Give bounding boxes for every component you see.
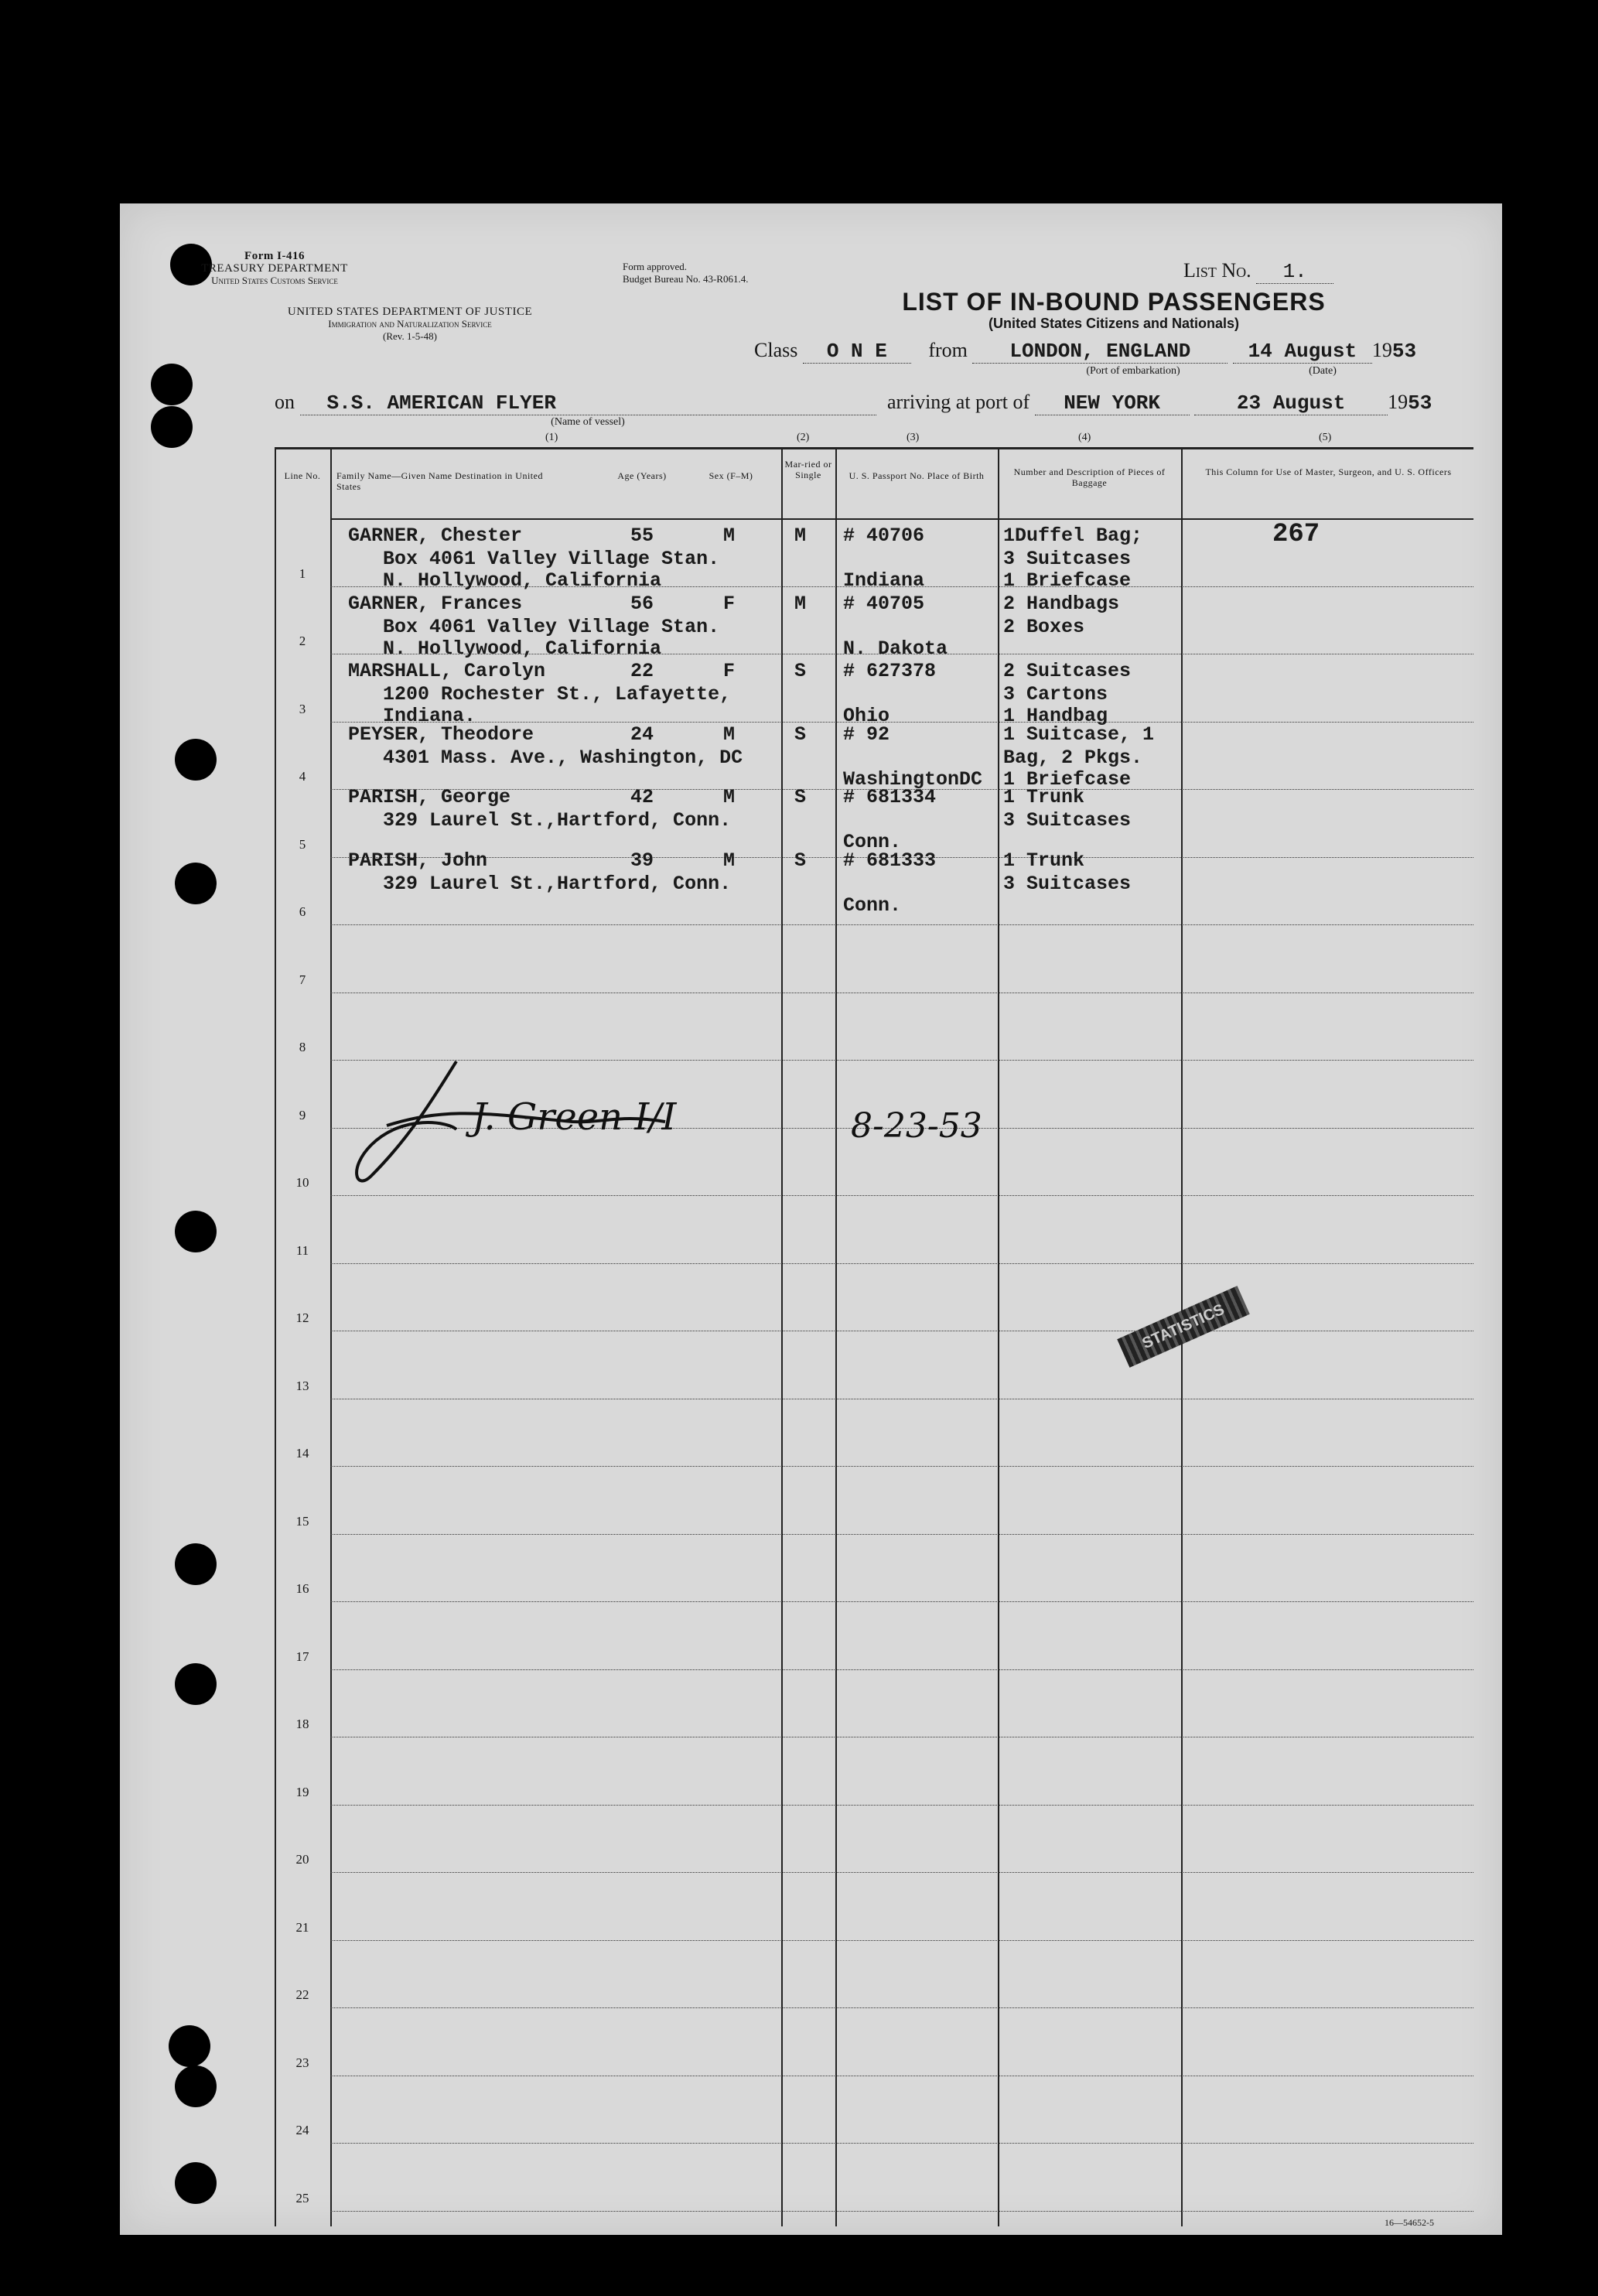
passenger-marital-status: M: [794, 524, 807, 547]
justice-block: [248, 306, 572, 343]
line-number: 11: [295, 1242, 309, 1258]
passenger-address-2: Indiana.: [383, 705, 476, 727]
row-divider: [330, 1263, 1473, 1264]
col-number-1: (1): [545, 432, 558, 443]
passenger-age: 22: [630, 660, 654, 682]
vessel-caption: (Name of vessel): [551, 416, 625, 428]
handwritten-annotation: [340, 1052, 1307, 1191]
line-number: 14: [295, 1446, 309, 1461]
line-number: 25: [295, 2190, 309, 2205]
passenger-age: 55: [630, 524, 654, 547]
row-divider: [330, 722, 1473, 723]
row-divider: [330, 1195, 1473, 1196]
baggage-line-3: 1 Handbag: [1003, 705, 1108, 727]
list-no-value: 1.: [1256, 260, 1333, 284]
row-divider: [330, 1805, 1473, 1806]
line-number: 5: [299, 836, 306, 852]
passenger-address-2: N. Hollywood, California: [383, 569, 662, 592]
list-number: [1183, 259, 1333, 284]
col-header-officers: This Column for Use of Master, Surgeon, and U. S. Officers: [1205, 466, 1452, 477]
punch-hole: [175, 1663, 217, 1705]
line-number: 1: [299, 565, 306, 581]
line-number: 18: [295, 1717, 309, 1731]
embark-date: 14 August: [1233, 340, 1372, 364]
justice-dept: UNITED STATES DEPARTMENT OF JUSTICE: [287, 306, 533, 318]
passenger-name: PARISH, John: [348, 849, 488, 872]
vessel-name: S.S. AMERICAN FLYER: [300, 391, 876, 415]
baggage-line-1: 1 Trunk: [1003, 786, 1085, 808]
passenger-address: Box 4061 Valley Village Stan.: [383, 615, 720, 638]
col-rule: [998, 447, 999, 2226]
line-number: 20: [295, 1852, 309, 1867]
col-header-passport: U. S. Passport No. Place of Birth: [849, 470, 985, 481]
line-number: 2: [299, 634, 306, 648]
passport-number: # 681334: [843, 786, 937, 808]
list-no-label: List No.: [1183, 259, 1251, 282]
class-value: O N E: [803, 340, 911, 364]
embark-year: 53: [1391, 340, 1417, 363]
place-of-birth: N. Dakota: [843, 637, 948, 660]
passenger-address: 329 Laurel St.,Hartford, Conn.: [383, 809, 732, 832]
passenger-name: GARNER, Frances: [348, 592, 523, 615]
place-of-birth: Ohio: [843, 705, 890, 727]
baggage-line-1: 2 Suitcases: [1003, 660, 1132, 682]
passenger-age: 24: [630, 723, 654, 746]
ins-service: Immigration and Naturalization Service: [328, 318, 492, 330]
form-identity: [151, 250, 398, 287]
col-header-line: Line No.: [284, 470, 321, 481]
line-number: 12: [295, 1310, 309, 1325]
col-header-age: Age (Years): [617, 470, 667, 481]
passenger-marital-status: S: [794, 849, 807, 872]
row-divider: [330, 2211, 1473, 2212]
page-title: LIST OF IN-BOUND PASSENGERS: [902, 288, 1326, 316]
passenger-marital-status: M: [794, 592, 807, 615]
punch-hole: [175, 1543, 217, 1585]
row-divider: [330, 2143, 1473, 2144]
passenger-marital-status: S: [794, 723, 807, 746]
port-caption: (Port of embarkation): [1086, 365, 1180, 377]
line-number: 6: [299, 904, 306, 919]
col-rule: [781, 447, 783, 2226]
line-number: 9: [299, 1107, 306, 1122]
line-number: 21: [295, 1919, 309, 1935]
row-divider: [330, 1872, 1473, 1873]
col-header-baggage: Number and Description of Pieces of Baggage: [1013, 466, 1166, 488]
passenger-age: 56: [630, 592, 654, 615]
customs-service: United States Customs Service: [211, 275, 338, 286]
passenger-name: PARISH, George: [348, 786, 511, 808]
col-number-2: (2): [797, 432, 810, 443]
row-divider: [330, 1940, 1473, 1941]
col-number-5: (5): [1319, 432, 1332, 443]
passenger-address: 329 Laurel St.,Hartford, Conn.: [383, 872, 732, 895]
passenger-age: 39: [630, 849, 654, 872]
line-number: 7: [299, 972, 306, 987]
line-number: 15: [295, 1513, 309, 1529]
print-code: 16—54652-5: [1385, 2217, 1434, 2228]
budget-line: Budget Bureau No. 43-R061.4.: [623, 273, 749, 285]
statistics-stamp: STATISTICS: [1117, 1286, 1250, 1368]
row-divider: [330, 1601, 1473, 1602]
passenger-sex: M: [723, 524, 736, 547]
punch-hole: [175, 2162, 217, 2204]
baggage-line-2: 3 Suitcases: [1003, 809, 1132, 832]
passenger-address: 4301 Mass. Ave., Washington, DC: [383, 746, 743, 769]
line-number: 16: [295, 1581, 309, 1596]
passenger-name: PEYSER, Theodore: [348, 723, 534, 746]
passenger-age: 42: [630, 786, 654, 808]
punch-hole: [169, 2025, 210, 2067]
place-of-birth: Indiana: [843, 569, 925, 592]
punch-hole: [175, 739, 217, 781]
line-number: 23: [295, 2055, 309, 2070]
line-number: 13: [295, 1378, 309, 1393]
place-of-birth: Conn.: [843, 831, 902, 853]
passenger-sex: M: [723, 786, 736, 808]
class-label: Class: [754, 339, 798, 361]
col-rule: [835, 447, 837, 2226]
baggage-line-3: 1 Briefcase: [1003, 569, 1132, 592]
arrival-year: 53: [1408, 391, 1432, 415]
row-divider: [330, 1669, 1473, 1670]
place-of-birth: WashingtonDC: [843, 767, 983, 791]
passenger-name: MARSHALL, Carolyn: [348, 660, 546, 682]
baggage-line-2: 3 Suitcases: [1003, 548, 1132, 570]
table-top-rule: [275, 447, 1473, 449]
arrival-port: NEW YORK: [1035, 391, 1190, 415]
line-number: 4: [299, 769, 306, 784]
passenger-sex: M: [723, 723, 736, 746]
date-caption: (Date): [1309, 365, 1337, 377]
line-number: 24: [295, 2123, 309, 2137]
row-divider: [330, 1534, 1473, 1535]
punch-hole: [175, 863, 217, 904]
punch-hole: [151, 364, 193, 405]
passport-number: # 40706: [843, 524, 925, 547]
approval-note: [623, 261, 748, 285]
baggage-line-2: Bag, 2 Pkgs.: [1003, 746, 1143, 769]
passenger-marital-status: S: [794, 660, 807, 682]
baggage-line-1: 1 Trunk: [1003, 849, 1085, 872]
line-number: 17: [295, 1649, 309, 1664]
arriving-label: arriving at port of: [887, 391, 1030, 413]
passport-number: # 92: [843, 723, 890, 746]
baggage-line-3: 1 Briefcase: [1003, 767, 1132, 791]
row-divider: [330, 1466, 1473, 1467]
baggage-line-2: 3 Cartons: [1003, 683, 1108, 706]
revision: (Rev. 1-5-48): [383, 330, 437, 342]
line-number: 10: [295, 1175, 309, 1190]
place-of-birth: Conn.: [843, 893, 902, 917]
class-row: [754, 339, 1416, 364]
punch-hole: [175, 1211, 217, 1252]
line-number: 22: [295, 1987, 309, 2002]
arrival-year-prefix: 19: [1388, 391, 1408, 413]
row-divider: [330, 924, 1473, 925]
col-header-married: Mar-ried or Single: [784, 459, 832, 480]
passenger-address-2: N. Hollywood, California: [383, 637, 662, 660]
signature-text: J. Green I/I: [472, 1095, 677, 1139]
col-rule: [330, 447, 332, 2226]
page-subtitle: (United States Citizens and Nationals): [988, 316, 1240, 331]
line-number: 8: [299, 1040, 306, 1054]
vessel-row: [275, 391, 1432, 415]
line-number: 3: [299, 701, 306, 716]
year-prefix: 19: [1371, 339, 1392, 361]
col-header-name: Family Name—Given Name Destination in United States: [336, 470, 543, 492]
handwritten-date: 8-23-53: [851, 1106, 982, 1146]
passenger-sex: M: [723, 849, 736, 872]
baggage-line-2: 2 Boxes: [1003, 615, 1085, 638]
passenger-sex: F: [723, 592, 736, 615]
col-header-sex: Sex (F–M): [709, 470, 753, 481]
embark-port: LONDON, ENGLAND: [972, 340, 1228, 364]
arrival-date: 23 August: [1194, 391, 1388, 415]
passport-number: # 627378: [843, 660, 937, 682]
passenger-name: GARNER, Chester: [348, 524, 523, 547]
baggage-line-1: 1Duffel Bag;: [1003, 524, 1143, 547]
from-label: from: [928, 339, 968, 361]
baggage-line-1: 2 Handbags: [1003, 592, 1120, 615]
col-number-3: (3): [907, 432, 920, 443]
officer-entry: 267: [1272, 520, 1320, 549]
punch-hole: [175, 2065, 217, 2107]
punch-hole: [151, 406, 193, 448]
baggage-line-2: 3 Suitcases: [1003, 872, 1132, 895]
passport-number: # 681333: [843, 849, 937, 872]
form-number: Form I-416: [244, 250, 305, 262]
passenger-sex: F: [723, 660, 736, 682]
passport-number: # 40705: [843, 592, 925, 615]
passenger-marital-status: S: [794, 786, 807, 808]
on-label: on: [275, 391, 295, 413]
col-number-4: (4): [1078, 432, 1091, 443]
treasury-dept: TREASURY DEPARTMENT: [201, 262, 348, 275]
passenger-table: [275, 447, 1473, 2226]
row-divider: [330, 2007, 1473, 2008]
line-number: 19: [295, 1784, 309, 1799]
baggage-line-1: 1 Suitcase, 1: [1003, 723, 1155, 746]
approved-line: Form approved.: [623, 261, 688, 272]
passenger-address: Box 4061 Valley Village Stan.: [383, 548, 720, 570]
passenger-address: 1200 Rochester St., Lafayette,: [383, 683, 732, 706]
